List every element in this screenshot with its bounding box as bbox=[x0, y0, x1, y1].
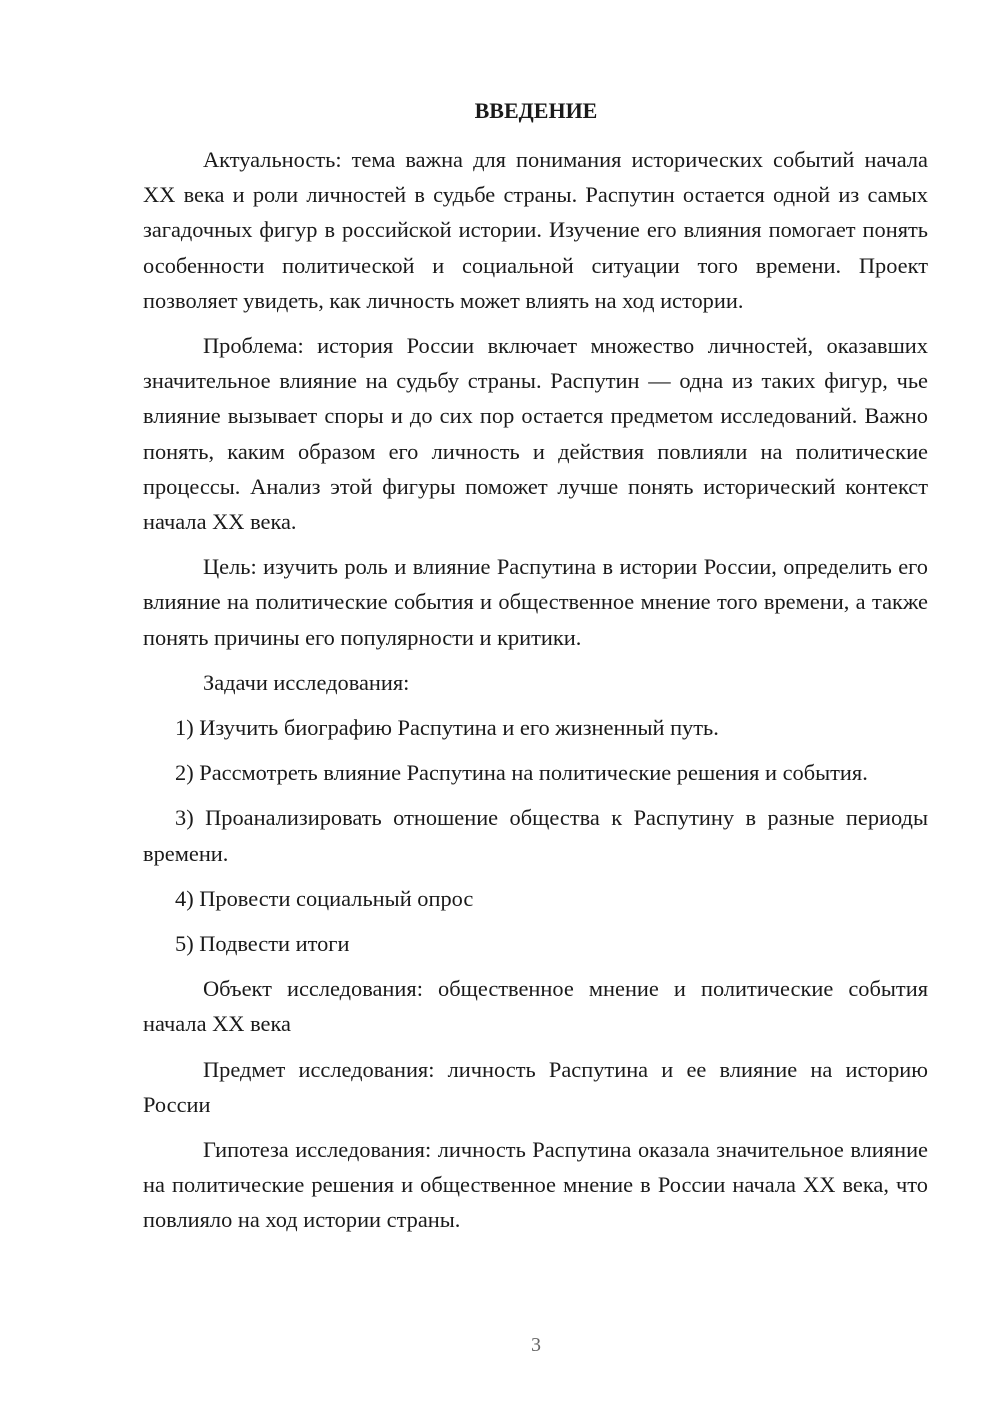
tasks-heading: Задачи исследования: bbox=[203, 669, 410, 695]
paragraph-goal: Цель: изучить роль и влияние Распутина в истории России, определить его влияние на политические события и общественное мнение того времени, а также понять причины его популярности и критики. bbox=[143, 554, 928, 650]
paragraph-subject: Предмет исследования: личность Распутина и ее влияние на историю России bbox=[143, 1056, 928, 1117]
paragraph-object: Объект исследования: общественное мнение и политические события начала XX века bbox=[143, 976, 928, 1037]
task-item-1: 1) Изучить биографию Распутина и его жизненный путь. bbox=[175, 715, 719, 741]
task-item-5: 5) Подвести итоги bbox=[175, 931, 350, 957]
section-title: ВВЕДЕНИЕ bbox=[474, 98, 598, 123]
task-item-3: 3) Проанализировать отношение общества к Распутину в разные периоды времени. bbox=[143, 805, 928, 866]
paragraph-problem: Проблема: история России включает множество личностей, оказавших значительное влияние на судьбу страны. Распутин — одна из таких фигур, чье влияние вызывает споры и до сих пор остается предметом исследований. Важно понять, каким образом его личность и действия повлияли на политические процессы. Анализ этой фигуры поможет лучше понять исторический контекст начала XX века. bbox=[143, 333, 928, 535]
page-number: 3 bbox=[531, 1334, 541, 1356]
task-item-4: 4) Провести социальный опрос bbox=[175, 885, 474, 911]
paragraph-relevance: Актуальность: тема важна для понимания исторических событий начала XX века и роли личностей в судьбе страны. Распутин остается одной из самых загадочных фигур в российской истории. Изучение его влияния помогает понять особенности политической и социальной ситуации того времени. Проект позволяет увидеть, как личность может влиять на ход истории. bbox=[143, 147, 928, 313]
task-item-2: 2) Рассмотреть влияние Распутина на политические решения и события. bbox=[175, 760, 868, 786]
paragraph-hypothesis: Гипотеза исследования: личность Распутина оказала значительное влияние на политические решения и общественное мнение в России начала XX века, что повлияло на ход истории страны. bbox=[143, 1137, 928, 1233]
document-body bbox=[143, 142, 928, 1248]
